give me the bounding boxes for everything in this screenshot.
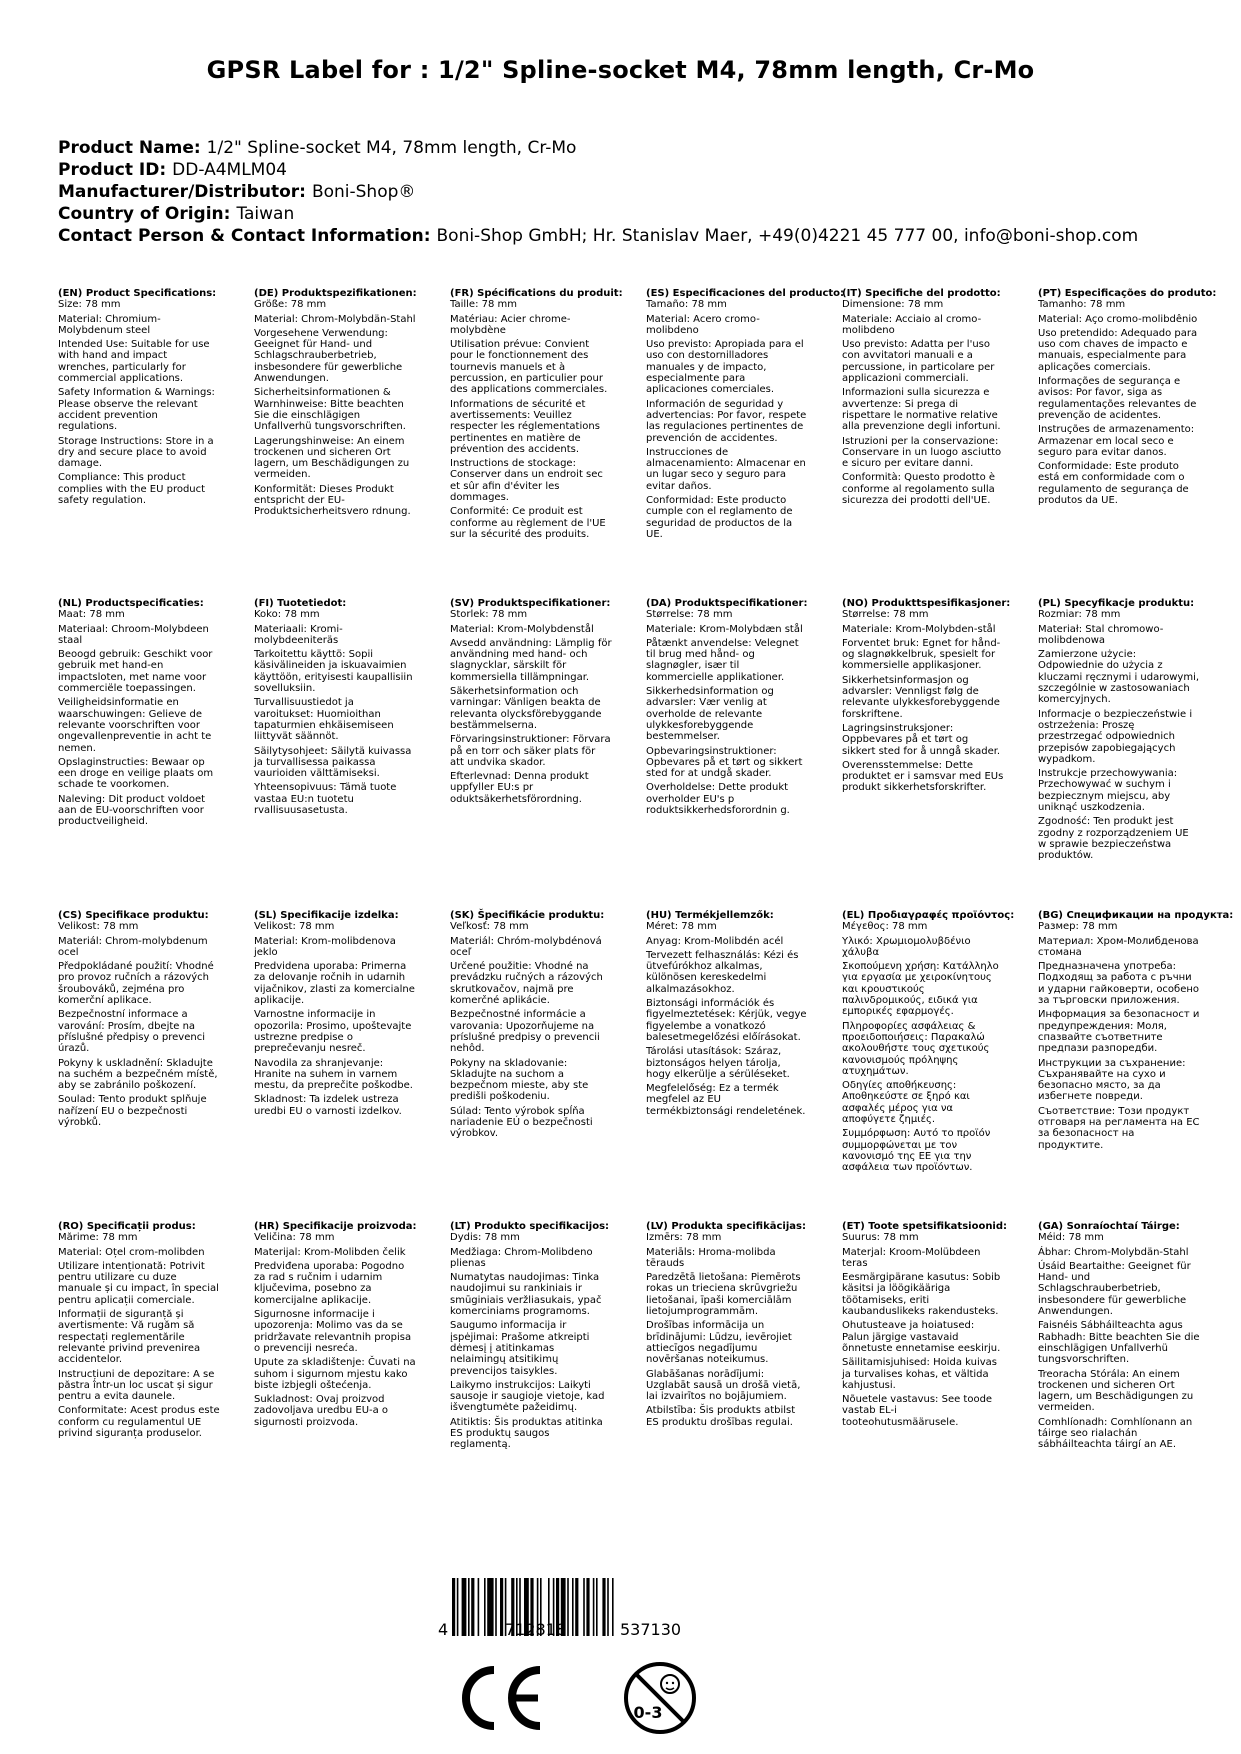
spec-line: Velikost: 78 mm: [58, 921, 139, 933]
spec-line: Storlek: 78 mm: [450, 609, 528, 621]
spec-line: Compliance: This product complies with the EU product safety regulation.: [58, 472, 206, 507]
spec-line: Glabāšanas norādījumi: Uzglabāt sausā un drošā vietā, lai izvairītos no bojājumiem.: [646, 1368, 801, 1403]
info-value: Boni-Shop®: [311, 182, 416, 202]
language-block: [450, 288, 623, 543]
spec-line: Skladnost: Ta izdelek ustreza uredbi EU o varnosti izdelkov.: [254, 1094, 402, 1117]
info-label: Manufacturer/Distributor:: [58, 182, 306, 202]
barcode-digits-left: 712818: [505, 1620, 567, 1639]
language-heading: (BG) Спецификации на продукта:: [1038, 910, 1234, 921]
spec-line: Conformité: Ce produit est conforme au règlement de l'UE sur la sécurité des produits.: [450, 506, 606, 540]
spec-line: Material: Aço cromo-molibdênio: [1038, 313, 1198, 325]
spec-line: Anyag: Krom-Molibdén acél: [646, 935, 784, 947]
spec-line: Uso previsto: Apropiada para el uso con destornilladores manuales y de impacto, especialmente para aplicaciones comerciales.: [646, 339, 804, 396]
age-label: 0-3: [633, 1703, 663, 1722]
spec-line: Opbevaringsinstruktioner: Opbevares på et tørt og sikkert sted for at undgå skader.: [646, 745, 803, 780]
language-block: [58, 910, 220, 1131]
spec-line: Beoogd gebruik: Geschikt voor gebruik met hand-en impactsloten, met name voor commerciële toepassingen.: [58, 649, 213, 695]
spec-line: Lagringsinstruksjoner: Oppbevares på et tørt og sikkert sted for å unngå skader.: [842, 722, 1001, 757]
spec-line: Méret: 78 mm: [646, 921, 717, 933]
barcode-bar: [583, 1578, 585, 1636]
language-heading: (CS) Specifikace produktu:: [58, 910, 209, 921]
spec-line: Instruções de armazenamento: Armazenar em local seco e seguro para evitar danos.: [1038, 424, 1195, 458]
language-block: [842, 288, 1004, 509]
spec-line: Размер: 78 mm: [1038, 921, 1118, 933]
spec-line: Matériau: Acier chrome-molybdène: [450, 313, 571, 336]
spec-line: Tamanho: 78 mm: [1038, 299, 1126, 311]
spec-line: Turvallisuustiedot ja varoitukset: Huomioithan tapaturmien ehkäisemiseen liittyvät säännöt.: [254, 697, 394, 743]
spec-line: Comhlíonadh: Comhlíonann an táirge seo rialachán sábháilteachta táirgí an AE.: [1038, 1416, 1193, 1451]
language-heading: (PL) Specyfikacje produktu:: [1038, 598, 1195, 609]
spec-line: Naleving: Dit product voldoet aan de EU-voorschriften voor productveiligheid.: [58, 793, 206, 828]
spec-line: Σκοπούμενη χρήση: Κατάλληλο για εργασία με χειροκίνητους και κρουστικούς παλινδρομικούς, ειδικά για εμπορικές εφαρμογές.: [842, 961, 999, 1018]
spec-line: Veľkosť: 78 mm: [450, 921, 529, 933]
info-value: 1/2" Spline-socket M4, 78mm length, Cr-Mo: [206, 138, 577, 158]
spec-line: Sigurnosne informacije i upozorenja: Molimo vas da se pridržavate relevantnih propisa o prevenciji nesreća.: [254, 1309, 412, 1354]
language-heading: (SL) Specifikacije izdelka:: [254, 910, 399, 921]
spec-line: Størrelse: 78 mm: [842, 609, 929, 621]
spec-line: Efterlevnad: Denna produkt uppfyller EU:s pr oduktsäkerhetsförordning.: [450, 771, 589, 805]
spec-line: Størrelse: 78 mm: [646, 609, 733, 621]
spec-line: Predvidena uporaba: Primerna za delovanje ročnih in udarnih vijačnikov, zlasti za komercialne aplikacije.: [254, 961, 415, 1007]
spec-line: Utilizare intenționată: Potrivit pentru utilizare cu duze manuale și cu impact, în special pentru aplicații comerciale.: [58, 1260, 219, 1306]
spec-line: Laikymo instrukcijos: Laikyti sausoje ir saugioje vietoje, kad išvengtumėte pažeidimų.: [450, 1379, 605, 1414]
spec-line: Conformità: Questo prodotto è conforme al regolamento sulla sicurezza dei prodotti dell'UE.: [842, 472, 996, 507]
spec-line: Utilisation prévue: Convient pour le fonctionnement des tournevis manuels et à percussion, en particulier pour des applications commerciales.: [450, 339, 608, 396]
language-heading: (GA) Sonraíochtaí Táirge:: [1038, 1221, 1180, 1232]
info-value: Taiwan: [236, 204, 295, 224]
language-heading: (EL) Προδιαγραφές προϊόντος:: [842, 910, 1015, 921]
barcode-bar: [462, 1578, 467, 1636]
spec-line: Pokyny na skladovanie: Skladujte na suchom a bezpečnom mieste, aby ste predišli poškodeniu.: [450, 1057, 589, 1103]
language-block: [450, 598, 612, 808]
spec-line: Materiāls: Hroma-molibda tērauds: [646, 1246, 776, 1269]
spec-line: Pokyny k uskladnění: Skladujte na suchém a bezpečném místě, aby se zabránilo poškození.: [58, 1057, 218, 1092]
spec-line: Tarkoitettu käyttö: Sopii käsivälineiden ja iskuavaimien käyttöön, erityisesti kaupallisiin sovelluksiin.: [254, 649, 413, 695]
barcode-bar: [500, 1578, 503, 1636]
product-id-row: [58, 159, 1208, 181]
spec-line: Navodila za shranjevanje: Hranite na suhem in varnem mestu, da preprečite poškodbe.: [254, 1057, 413, 1092]
spec-line: Atitiktis: Šis produktas atitinka ES produktų saugos reglamentą.: [450, 1416, 603, 1451]
spec-line: Určené použitie: Vhodné na prevádzku ručných a rázových skrutkovačov, najmä pre komerčné aplikácie.: [450, 961, 603, 1007]
spec-line: Úsáid Beartaithe: Geeignet für Hand- und Schlagschrauberbetrieb, insbesondere für gewerbliche Anwendungen.: [1038, 1260, 1191, 1318]
spec-line: Påtænkt anvendelse: Velegnet til brug med hånd- og slagnøgler, især til kommercielle applikationer.: [646, 637, 799, 683]
spec-line: Sikkerhetsinformasjon og advarsler: Vennligst følg de relevante ulykkesforebyggende forskriftene.: [842, 674, 1000, 720]
spec-line: Съответствие: Този продукт отговаря на регламента на ЕС за безопасност на продуктите.: [1038, 1105, 1200, 1151]
info-label: Contact Person & Contact Information:: [58, 226, 431, 246]
language-block: [646, 598, 808, 819]
spec-line: Μέγεθος: 78 mm: [842, 921, 928, 933]
spec-line: Rozmiar: 78 mm: [1038, 609, 1121, 621]
language-heading: (NL) Productspecificaties:: [58, 598, 204, 609]
language-block: [58, 1221, 220, 1442]
spec-line: Istruzioni per la conservazione: Conservare in un luogo asciutto e sicuro per evitare danni.: [842, 435, 1002, 470]
language-heading: (LT) Produkto specifikacijos:: [450, 1221, 610, 1232]
spec-line: Izmērs: 78 mm: [646, 1232, 722, 1244]
spec-line: Informations de sécurité et avertissements: Veuillez respecter les réglementations pertinentes en matière de prévention des accidents.: [450, 398, 600, 455]
spec-line: Eesmärgipärane kasutus: Sobib käsitsi ja löögikääriga töötamiseks, eriti kaubanduslikeks rakendusteks.: [842, 1272, 1001, 1318]
spec-line: Tárolási utasítások: Száraz, biztonságos helyen tárolja, hogy elkerülje a sérüléseket.: [646, 1046, 790, 1080]
spec-line: Upute za skladištenje: Čuvati na suhom i sigurnom mjestu kako biste izbjegli oštećenja.: [254, 1357, 416, 1391]
info-label: Product ID:: [58, 160, 167, 180]
spec-line: Overensstemmelse: Dette produktet er i samsvar med EUs produkt sikkerhetsforskrifter.: [842, 759, 1004, 794]
info-value: DD-A4MLM04: [172, 160, 287, 180]
spec-line: Veličina: 78 mm: [254, 1232, 335, 1244]
spec-line: Tervezett felhasználás: Kézi és ütvefúrókhoz alkalmas, különösen kereskedelmi alkalmazásokhoz.: [646, 949, 799, 995]
spec-line: Conformitate: Acest produs este conform cu regulamentul UE privind siguranța produselor.: [58, 1405, 220, 1440]
spec-line: Forventet bruk: Egnet for hånd- og slagnøkkelbruk, spesielt for kommersielle applikasjoner.: [842, 637, 1001, 672]
spec-line: Faisnéis Sábháilteachta agus Rabhadh: Bitte beachten Sie die einschlägigen Unfallverhü tungsvorschriften.: [1038, 1320, 1200, 1366]
barcode-bar: [457, 1578, 459, 1636]
barcode-bar: [567, 1578, 569, 1636]
spec-line: Mărime: 78 mm: [58, 1232, 138, 1244]
spec-line: Säilytysohjeet: Säilytä kuivassa ja turvallisessa paikassa vaurioiden välttämiseksi.: [254, 745, 412, 780]
barcode-bar: [575, 1578, 578, 1636]
spec-line: Materiaali: Kromi-molybdeeniteräs: [254, 623, 343, 646]
spec-line: Material: Chrom-Molybdän-Stahl: [254, 313, 416, 325]
spec-line: Treoracha Stórála: An einem trockenen und sicheren Ort lagern, um Beschädigungen zu vermeiden.: [1038, 1368, 1194, 1414]
spec-line: Säilitamisjuhised: Hoida kuivas ja turvalises kohas, et vältida kahjustusi.: [842, 1357, 998, 1391]
spec-line: Größe: 78 mm: [254, 299, 327, 311]
spec-line: Suurus: 78 mm: [842, 1232, 919, 1244]
ce-mark-icon: [452, 1660, 540, 1726]
language-heading: (ES) Especificaciones del producto:: [646, 288, 845, 299]
language-heading: (IT) Specifiche del prodotto:: [842, 288, 1001, 299]
language-heading: (RO) Specificații produs:: [58, 1221, 196, 1232]
language-block: [254, 910, 416, 1120]
info-label: Country of Origin:: [58, 204, 231, 224]
spec-line: Velikost: 78 mm: [254, 921, 335, 933]
language-block: [254, 598, 416, 819]
spec-line: Συμμόρφωση: Αυτό το προϊόν συμμορφώνεται με τον κανονισμό της ΕΕ για την ασφάλεια των προϊόντων.: [842, 1128, 991, 1174]
language-block: [1038, 1221, 1200, 1454]
spec-line: Material: Krom-molibdenova jeklo: [254, 935, 396, 958]
language-block: [1038, 598, 1200, 865]
spec-line: Maat: 78 mm: [58, 609, 125, 621]
spec-line: Size: 78 mm: [58, 299, 121, 311]
language-heading: (HU) Termékjellemzők:: [646, 910, 774, 921]
language-heading: (FR) Spécifications du produit:: [450, 288, 623, 299]
language-heading: (DE) Produktspezifikationen:: [254, 288, 417, 299]
spec-line: Instructions de stockage: Conserver dans un endroit sec et sûr afin d'éviter les dommages.: [450, 458, 603, 504]
language-heading: (SV) Produktspecifikationer:: [450, 598, 611, 609]
barcode-digit-first: 4: [438, 1620, 449, 1639]
language-block: [254, 288, 416, 521]
language-heading: (NO) Produkttspesifikasjoner:: [842, 598, 1011, 609]
spec-line: Οδηγίες αποθήκευσης: Αποθηκεύστε σε ξηρό και ασφαλές μέρος για να αποφύγετε ζημιές.: [842, 1080, 970, 1126]
language-block: [58, 598, 220, 831]
language-block: [450, 910, 612, 1143]
spec-line: Tamaño: 78 mm: [646, 299, 727, 311]
spec-line: Materjal: Kroom-Molübdeen teras: [842, 1246, 981, 1269]
not-for-children-0-3-icon: [626, 1664, 694, 1732]
spec-line: Materiale: Krom-Molybdæn stål: [646, 623, 803, 635]
spec-line: Nõuetele vastavus: See toode vastab EL-i tooteohutusmäärusele.: [842, 1394, 993, 1428]
spec-line: Säkerhetsinformation och varningar: Vänligen beakta de relevanta olycksförebyggande bestämmelserna.: [450, 686, 602, 731]
spec-line: Saugumo informacija ir įspėjimai: Prašome atkreipti dėmesį į atitinkamas nelaimingų atsitikimų prevencijos taisykles.: [450, 1320, 590, 1377]
barcode-bar: [484, 1578, 486, 1636]
spec-line: Предназначена употреба: Подходящ за работа с ръчни и ударни гайковерти, особено за търговски приложения.: [1038, 961, 1200, 1007]
language-heading: (EN) Product Specifications:: [58, 288, 217, 299]
spec-line: Sicherheitsinformationen & Warnhinweise: Bitte beachten Sie die einschlägigen Unfallverhü tungsvorschriften.: [254, 387, 406, 433]
spec-line: Informații de siguranță și avertismente: Vă rugăm să respectați reglementările relevante privind prevenirea accidentelor.: [58, 1309, 201, 1366]
language-heading: (HR) Specifikacije proizvoda:: [254, 1221, 417, 1232]
language-block: [58, 288, 220, 509]
barcode-bar: [471, 1578, 474, 1636]
spec-line: Dimensione: 78 mm: [842, 299, 944, 311]
spec-line: Zamierzone użycie: Odpowiednie do użycia z kluczami ręcznymi i udarowymi, szczególnie w zastosowaniach komercyjnych.: [1038, 649, 1200, 706]
spec-line: Paredzētā lietošana: Piemērots rokas un trieciena skrūvgriežu lietošanai, īpaši komerciālām lietojumprogrammām.: [646, 1272, 801, 1318]
spec-line: Conformidad: Este producto cumple con el reglamento de seguridad de productos de la UE.: [646, 495, 793, 540]
spec-line: Avsedd användning: Lämplig för användning med hand- och slagnycklar, särskilt för kommersiella tillämpningar.: [450, 637, 612, 683]
language-block: [842, 1221, 1008, 1431]
product-info: [58, 137, 1208, 247]
spec-line: Koko: 78 mm: [254, 609, 320, 621]
barcode-bar: [478, 1578, 480, 1636]
spec-line: Sukladnost: Ovaj proizvod zadovoljava uredbu EU-a o sigurnosti proizvoda.: [254, 1394, 389, 1428]
barcode-bar: [596, 1578, 598, 1636]
spec-line: Opslaginstructies: Bewaar op een droge en veilige plaats om schade te voorkomen.: [58, 756, 214, 791]
language-block: [646, 1221, 808, 1431]
spec-line: Súlad: Tento výrobok spĺňa nariadenie EÚ o bezpečnosti výrobkov.: [450, 1105, 593, 1140]
language-block: [646, 288, 845, 543]
spec-line: Konformität: Dieses Produkt entspricht der EU-Produktsicherheitsvero rdnung.: [254, 483, 411, 518]
barcode-bar: [572, 1578, 574, 1636]
spec-line: Zgodność: Ten produkt jest zgodny z rozporządzeniem UE w sprawie bezpieczeństwa produktów.: [1038, 816, 1189, 862]
spec-line: Uso previsto: Adatta per l'uso con avvitatori manuali e a percussione, in particolare per applicazioni commerciali.: [842, 339, 995, 385]
barcode-bar: [487, 1578, 493, 1636]
spec-line: Uso pretendido: Adequado para uso com chaves de impacto e manuais, especialmente para aplicações comerciais.: [1038, 327, 1198, 373]
product-name-row: [58, 137, 1208, 159]
barcode-bar: [593, 1578, 595, 1636]
language-block: [842, 598, 1011, 797]
info-label: Product Name:: [58, 138, 201, 158]
spec-line: Material: Acero cromo-molibdeno: [646, 313, 760, 336]
spec-line: Medžiaga: Chrom-Molibdeno plienas: [450, 1246, 593, 1269]
spec-line: Overholdelse: Dette produkt overholder EU's p roduktsikkerhedsforordnin g.: [646, 782, 790, 817]
barcode-bar: [468, 1578, 470, 1636]
language-heading: (SK) Špecifikácie produktu:: [450, 910, 605, 921]
spec-line: Predviđena uporaba: Pogodno za rad s ručnim i udarnim ključevima, posebno za komercijalne aplikacije.: [254, 1260, 405, 1306]
spec-line: Drošības informācija un brīdinājumi: Lūdzu, ievērojiet attiecīgos negadījumu novēršanas noteikumus.: [646, 1320, 792, 1366]
spec-line: Veiligheidsinformatie en waarschuwingen: Gelieve de relevante voorschriften voor ongevallenpreventie in acht te nemen.: [58, 697, 212, 754]
language-block: [254, 1221, 416, 1431]
language-heading: (LV) Produkta specifikācijas:: [646, 1221, 806, 1232]
spec-line: Yhteensopivuus: Tämä tuote vastaa EU:n tuotetu rvallisuusasetusta.: [254, 782, 397, 817]
spec-line: Méid: 78 mm: [1038, 1232, 1104, 1244]
contact-row: [58, 225, 1208, 247]
spec-line: Vorgesehene Verwendung: Geeignet für Hand- und Schlagschrauberbetrieb, insbesondere für gewerbliche Anwendungen.: [254, 327, 403, 385]
spec-line: Taille: 78 mm: [450, 299, 518, 311]
spec-line: Materiał: Stal chromowo-molibdenowa: [1038, 623, 1164, 646]
spec-line: Material: Krom-Molybdenstål: [450, 623, 594, 635]
spec-line: Intended Use: Suitable for use with hand and impact wrenches, particularly for commercial applications.: [58, 339, 210, 385]
spec-line: Informações de segurança e avisos: Por favor, siga as regulamentações relevantes de prevenção de acidentes.: [1038, 376, 1197, 421]
language-heading: (ET) Toote spetsifikatsioonid:: [842, 1221, 1008, 1232]
spec-line: Materiale: Krom-Molybden-stål: [842, 623, 996, 635]
spec-line: Varnostne informacije in opozorila: Prosimo, upoštevajte ustrezne predpise o preprečevanju nesreč.: [254, 1009, 412, 1055]
barcode-bar: [602, 1578, 605, 1636]
spec-line: Materiale: Acciaio al cromo-molibdeno: [842, 313, 982, 336]
spec-line: Materiaal: Chroom-Molybdeen staal: [58, 623, 209, 646]
spec-line: Материал: Хром-Молибденова стомана: [1038, 935, 1199, 958]
spec-line: Atbilstība: Šis produkts atbilst ES produktu drošības regulai.: [646, 1405, 796, 1428]
language-block: [1038, 288, 1217, 509]
spec-line: Инструкции за съхранение: Съхранявайте на сухо и безопасно място, за да избегнете повреди.: [1038, 1057, 1186, 1103]
barcode-bar: [586, 1578, 589, 1636]
spec-line: Información de seguridad y advertencias: Por favor, respete las regulaciones pertinentes de prevención de accidentes.: [646, 398, 807, 444]
compliance-marks: [452, 1660, 812, 1740]
spec-line: Soulad: Tento produkt splňuje nařízení EU o bezpečnosti výrobků.: [58, 1094, 207, 1129]
language-block: [646, 910, 808, 1120]
spec-line: Biztonsági információk és figyelmeztetések: Kérjük, vegye figyelembe a vonatkozó balesetmegelőzési előírásokat.: [646, 998, 807, 1043]
language-heading: (DA) Produktspecifikationer:: [646, 598, 808, 609]
spec-line: Předpokládané použití: Vhodné pro provoz ručních a rázových šroubováků, zejména pro komerční aplikace.: [58, 961, 214, 1007]
spec-line: Material: Oțel crom-molibden: [58, 1246, 205, 1258]
spec-line: Lagerungshinweise: An einem trockenen und sicheren Ort lagern, um Beschädigungen zu vermeiden.: [254, 435, 410, 481]
spec-line: Instrukcje przechowywania: Przechowywać w suchym i bezpiecznym miejscu, aby uniknąć uszkodzenia.: [1038, 768, 1178, 814]
spec-line: Πληροφορίες ασφάλειας & προειδοποιήσεις: Παρακαλώ ακολουθήστε τους σχετικούς κανονισμούς πρόληψης ατυχημάτων.: [842, 1020, 990, 1077]
spec-line: Materijal: Krom-Molibden čelik: [254, 1246, 406, 1258]
barcode-bar: [452, 1578, 455, 1636]
barcode-bar: [612, 1578, 614, 1636]
spec-line: Storage Instructions: Store in a dry and secure place to avoid damage.: [58, 435, 214, 470]
spec-line: Instrucțiuni de depozitare: A se păstra într-un loc uscat și sigur pentru a evita daunele.: [58, 1368, 215, 1403]
spec-line: Informazioni sulla sicurezza e avvertenze: Si prega di rispettare le normative relative alla prevenzione degli infortuni.: [842, 387, 1001, 433]
barcode-bar: [607, 1578, 609, 1636]
spec-line: Materiál: Chrom-molybdenum ocel: [58, 935, 208, 958]
spec-line: Ábhar: Chrom-Molybdän-Stahl: [1038, 1246, 1189, 1258]
spec-line: Bezpečnostné informácie a varovania: Upozorňujeme na príslušné predpisy o prevencii nehôd.: [450, 1009, 600, 1055]
spec-line: Bezpečnostní informace a varování: Prosím, dbejte na příslušné předpisy o prevenci úrazů.: [58, 1009, 205, 1055]
spec-line: Informacje o bezpieczeństwie i ostrzeżenia: Proszę przestrzegać odpowiednich przepisów zapobiegających wypadkom.: [1038, 708, 1193, 765]
spec-line: Safety Information & Warnings: Please observe the relevant accident prevention regulations.: [58, 387, 215, 433]
barcode-digits-right: 537130: [620, 1620, 682, 1639]
language-block: [450, 1221, 612, 1454]
spec-line: Conformidade: Este produto está em conformidade com o regulamento de segurança de produtos da UE.: [1038, 461, 1189, 507]
spec-line: Instrucciones de almacenamiento: Almacenar en un lugar seco y seguro para evitar daños.: [646, 446, 806, 492]
spec-line: Megfelelőség: Ez a termék megfelel az EU termékbiztonsági rendeletének.: [646, 1083, 806, 1117]
page-title: GPSR Label for : 1/2" Spline-socket M4, 78mm length, Cr-Mo: [206, 56, 1035, 84]
spec-line: Numatytas naudojimas: Tinka naudojimui su rankiniais ir smūginiais veržliasukais, ypač komerciniams programoms.: [450, 1272, 602, 1318]
manufacturer-row: [58, 181, 1208, 203]
spec-line: Dydis: 78 mm: [450, 1232, 520, 1244]
spec-line: Förvaringsinstruktioner: Förvara på en torr och säker plats för att undvika skador.: [450, 734, 611, 768]
language-block: [1038, 910, 1234, 1154]
spec-line: Material: Chromium-Molybdenum steel: [58, 313, 161, 336]
spec-line: Sikkerhedsinformation og advarsler: Vær venlig at overholde de relevante ulykkesforebyggende bestemmelser.: [646, 686, 774, 743]
barcode-bar: [495, 1578, 497, 1636]
info-value: Boni-Shop GmbH; Hr. Stanislav Maer, +49(0)4221 45 777 00, info@boni-shop.com: [436, 226, 1139, 246]
language-heading: (PT) Especificações do produto:: [1038, 288, 1217, 299]
language-block: [842, 910, 1015, 1177]
language-heading: (FI) Tuotetiedot:: [254, 598, 347, 609]
country-row: [58, 203, 1208, 225]
barcode: [440, 1578, 720, 1658]
spec-line: Информация за безопасност и предупреждения: Моля, спазвайте съответните предпази разпоредби.: [1038, 1009, 1200, 1055]
spec-line: Ohutusteave ja hoiatused: Palun järgige vastavaid õnnetuste ennetamise eeskirju.: [842, 1320, 1001, 1354]
spec-line: Materiál: Chróm-molybdénová oceľ: [450, 935, 602, 958]
spec-line: Υλικό: Χρωμιομολυβδένιο χάλυβα: [842, 935, 971, 958]
